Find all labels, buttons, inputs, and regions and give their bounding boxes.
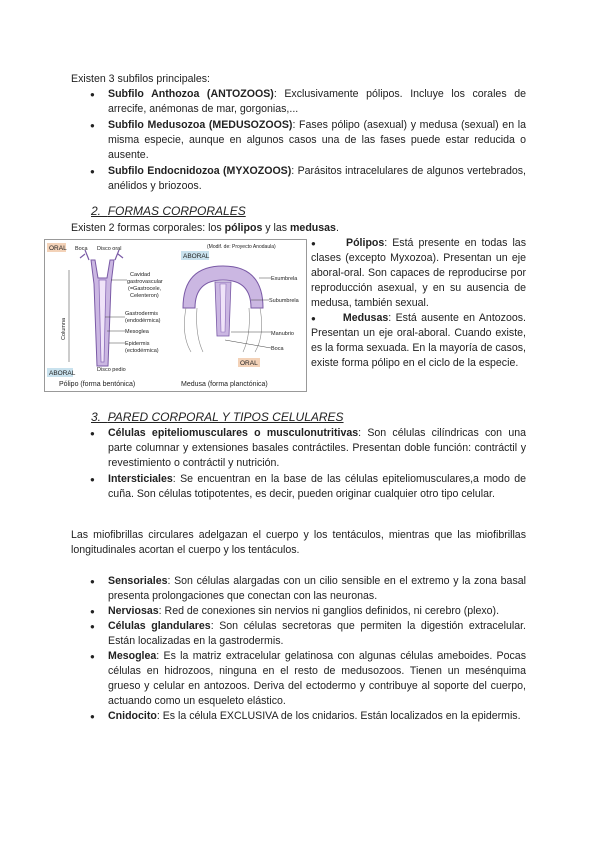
cell-type-text: : Son células secretoras que permiten la digestión extracelular. Están localizadas en la gastrodermis. <box>108 620 526 647</box>
intro-bold: medusas <box>290 222 336 234</box>
list-item <box>90 574 526 604</box>
list-item <box>311 236 526 311</box>
cell-type-text: : Se encuentran en la base de las células epiteliomusculares,a modo de cuña. Son células totipotentes, es decir, pueden originar cualquier otro tipo celular. <box>108 473 526 500</box>
medusas-name: Medusas <box>342 312 389 324</box>
cavidad-label-4: Celenteron) <box>130 293 159 299</box>
cell-type-name: Células glandulares <box>108 620 211 632</box>
cell-type-name: Intersticiales <box>108 473 173 485</box>
cavidad-label-3: (=Gastrocele, <box>128 286 162 292</box>
section-2-heading <box>91 204 246 219</box>
list-item <box>311 311 526 371</box>
boca-label-2: Boca <box>271 346 284 352</box>
cell-type-name: Cnidocito <box>108 710 157 722</box>
cell-type-text: : Red de conexiones sin nervios ni ganglios definidos, ni cerebro (plexo). <box>158 605 500 617</box>
cell-type-name: Mesoglea <box>108 650 157 662</box>
manubrio-label: Manubrio <box>271 331 294 337</box>
intro-part: Existen 2 formas corporales: los <box>71 222 225 234</box>
figure-illustration <box>45 240 306 391</box>
cnidarian-body-forms-figure <box>44 239 307 392</box>
miofibrillas-paragraph: Las miofibrillas circulares adelgazan el cuerpo y los tentáculos, mientras que las miofibrillas longitudinales acortan el cuerpo y los tentáculos. <box>71 529 526 556</box>
tipos-celulares-list-2 <box>90 574 526 724</box>
gastrodermis-label-2: (endodérmica) <box>125 318 161 324</box>
subfilo-name: Subfilo Medusozoa (MEDUSOZOOS) <box>108 119 293 131</box>
list-item <box>90 604 526 619</box>
formas-side-text <box>311 236 526 371</box>
subfilo-text: : Fases pólipo (asexual) y medusa (sexual) en la misma especie, aunque en algunos casos una de las fases puede estar reducida o ausente. <box>108 119 526 161</box>
cell-type-name: Nerviosas <box>108 605 159 617</box>
cell-type-text: : Son células cilíndricas con una parte columnar y extensiones basales contráctiles. Presentan doble función: contráctil y revestimiento o contráctil y nutrición. <box>108 427 526 469</box>
section-number: 3. <box>91 410 102 424</box>
aboral-label-2: ABORAL <box>183 253 210 260</box>
columna-label: Columna <box>61 317 67 340</box>
exumbrela-label: Exumbrela <box>271 276 298 282</box>
cavidad-label-2: gastrovascular <box>127 279 163 285</box>
medusa-shape <box>183 266 263 352</box>
subfilos-list <box>90 87 526 194</box>
list-item <box>90 709 526 724</box>
section-number: 2. <box>91 204 102 218</box>
section-2-intro <box>71 221 339 236</box>
polipos-name: Pólipos <box>346 237 385 249</box>
intro-part: . <box>335 222 339 234</box>
cell-type-name: Sensoriales <box>108 575 168 587</box>
list-item <box>90 619 526 649</box>
section-title: PARED CORPORAL Y TIPOS CELULARES <box>107 410 344 424</box>
list-item <box>90 87 526 117</box>
oral-label-2: ORAL <box>240 360 258 367</box>
polyp-shape <box>69 250 123 366</box>
polipo-caption: Pólipo (forma bentónica) <box>59 381 136 388</box>
intro-text: Existen 3 subfilos principales: <box>71 73 210 85</box>
cell-type-text: : Son células alargadas con un cilio sensible en el extremo y la zona basal presenta prolongaciones que conectan con las neuronas. <box>108 575 526 602</box>
epidermis-label: Epidermis <box>125 341 150 347</box>
intro-part: y las <box>262 222 291 234</box>
list-item <box>90 164 526 194</box>
cell-type-text: : Es la matriz extracelular gelatinosa con algunas células ameboides. Pocas células en hidrozoos, ninguna en el resto de medusozoos. Tienen un mesénquima grueso y celular en antozoos. Deriva del ectodermo y contribuye al soporte del cuerpo, actuando como un esqueleto elástico. <box>108 650 526 707</box>
figure-credit: (Modif. de: Proyecto Anodaula) <box>207 244 276 250</box>
subfilo-name: Subfilo Anthozoa (ANTOZOOS) <box>108 88 274 100</box>
disco-pedio-label: Disco pedio <box>97 367 126 373</box>
list-item <box>90 472 526 502</box>
aboral-label: ABORAL <box>49 370 76 377</box>
intro-bold: pólipos <box>224 222 263 234</box>
list-item <box>90 649 526 709</box>
subfilo-text: : Exclusivamente pólipos. Incluye los corales de arrecife, anémonas de mar, gorgonias,... <box>108 88 526 115</box>
subfilo-text: : Parásitos intracelulares de algunos vertebrados, anélidos y briozoos. <box>108 165 526 192</box>
oral-label: ORAL <box>49 245 67 252</box>
subumbrela-label: Subumbrela <box>269 298 299 304</box>
polipos-text: : Está presente en todas las clases (excepto Myxozoa). Presentan un eje aboral-oral. Son capaces de reproducirse por reproducción asexual, y en su ausencia de medusa, también sexual. <box>311 237 526 309</box>
subfilo-name: Subfilo Endocnidozoa (MYXOZOOS) <box>108 165 292 177</box>
mesoglea-label: Mesoglea <box>125 329 149 335</box>
medusas-text: : Está ausente en Antozoos. Presentan un eje oral-aboral. Cuando existe, es la forma sexuada. En la mayoría de casos, existe forma pólipo en el ciclo de la especie. <box>311 312 526 369</box>
section-3-heading <box>91 410 344 425</box>
list-item <box>90 118 526 163</box>
cell-type-name: Células epiteliomusculares o musculonutritivas <box>108 427 359 439</box>
medusa-caption: Medusa (forma planctónica) <box>181 381 268 388</box>
cell-type-text: : Es la célula EXCLUSIVA de los cnidarios. Están localizados en la epidermis. <box>156 710 521 722</box>
cavidad-label: Cavidad <box>130 272 151 278</box>
tipos-celulares-list-1 <box>90 426 526 502</box>
disco-oral-label: Disco oral <box>97 246 122 252</box>
section-title: FORMAS CORPORALES <box>107 204 246 218</box>
epidermis-label-2: (ectodérmica) <box>125 348 159 354</box>
list-item <box>90 426 526 471</box>
gastrodermis-label: Gastrodermis <box>125 311 159 317</box>
boca-label: Boca <box>75 246 88 252</box>
